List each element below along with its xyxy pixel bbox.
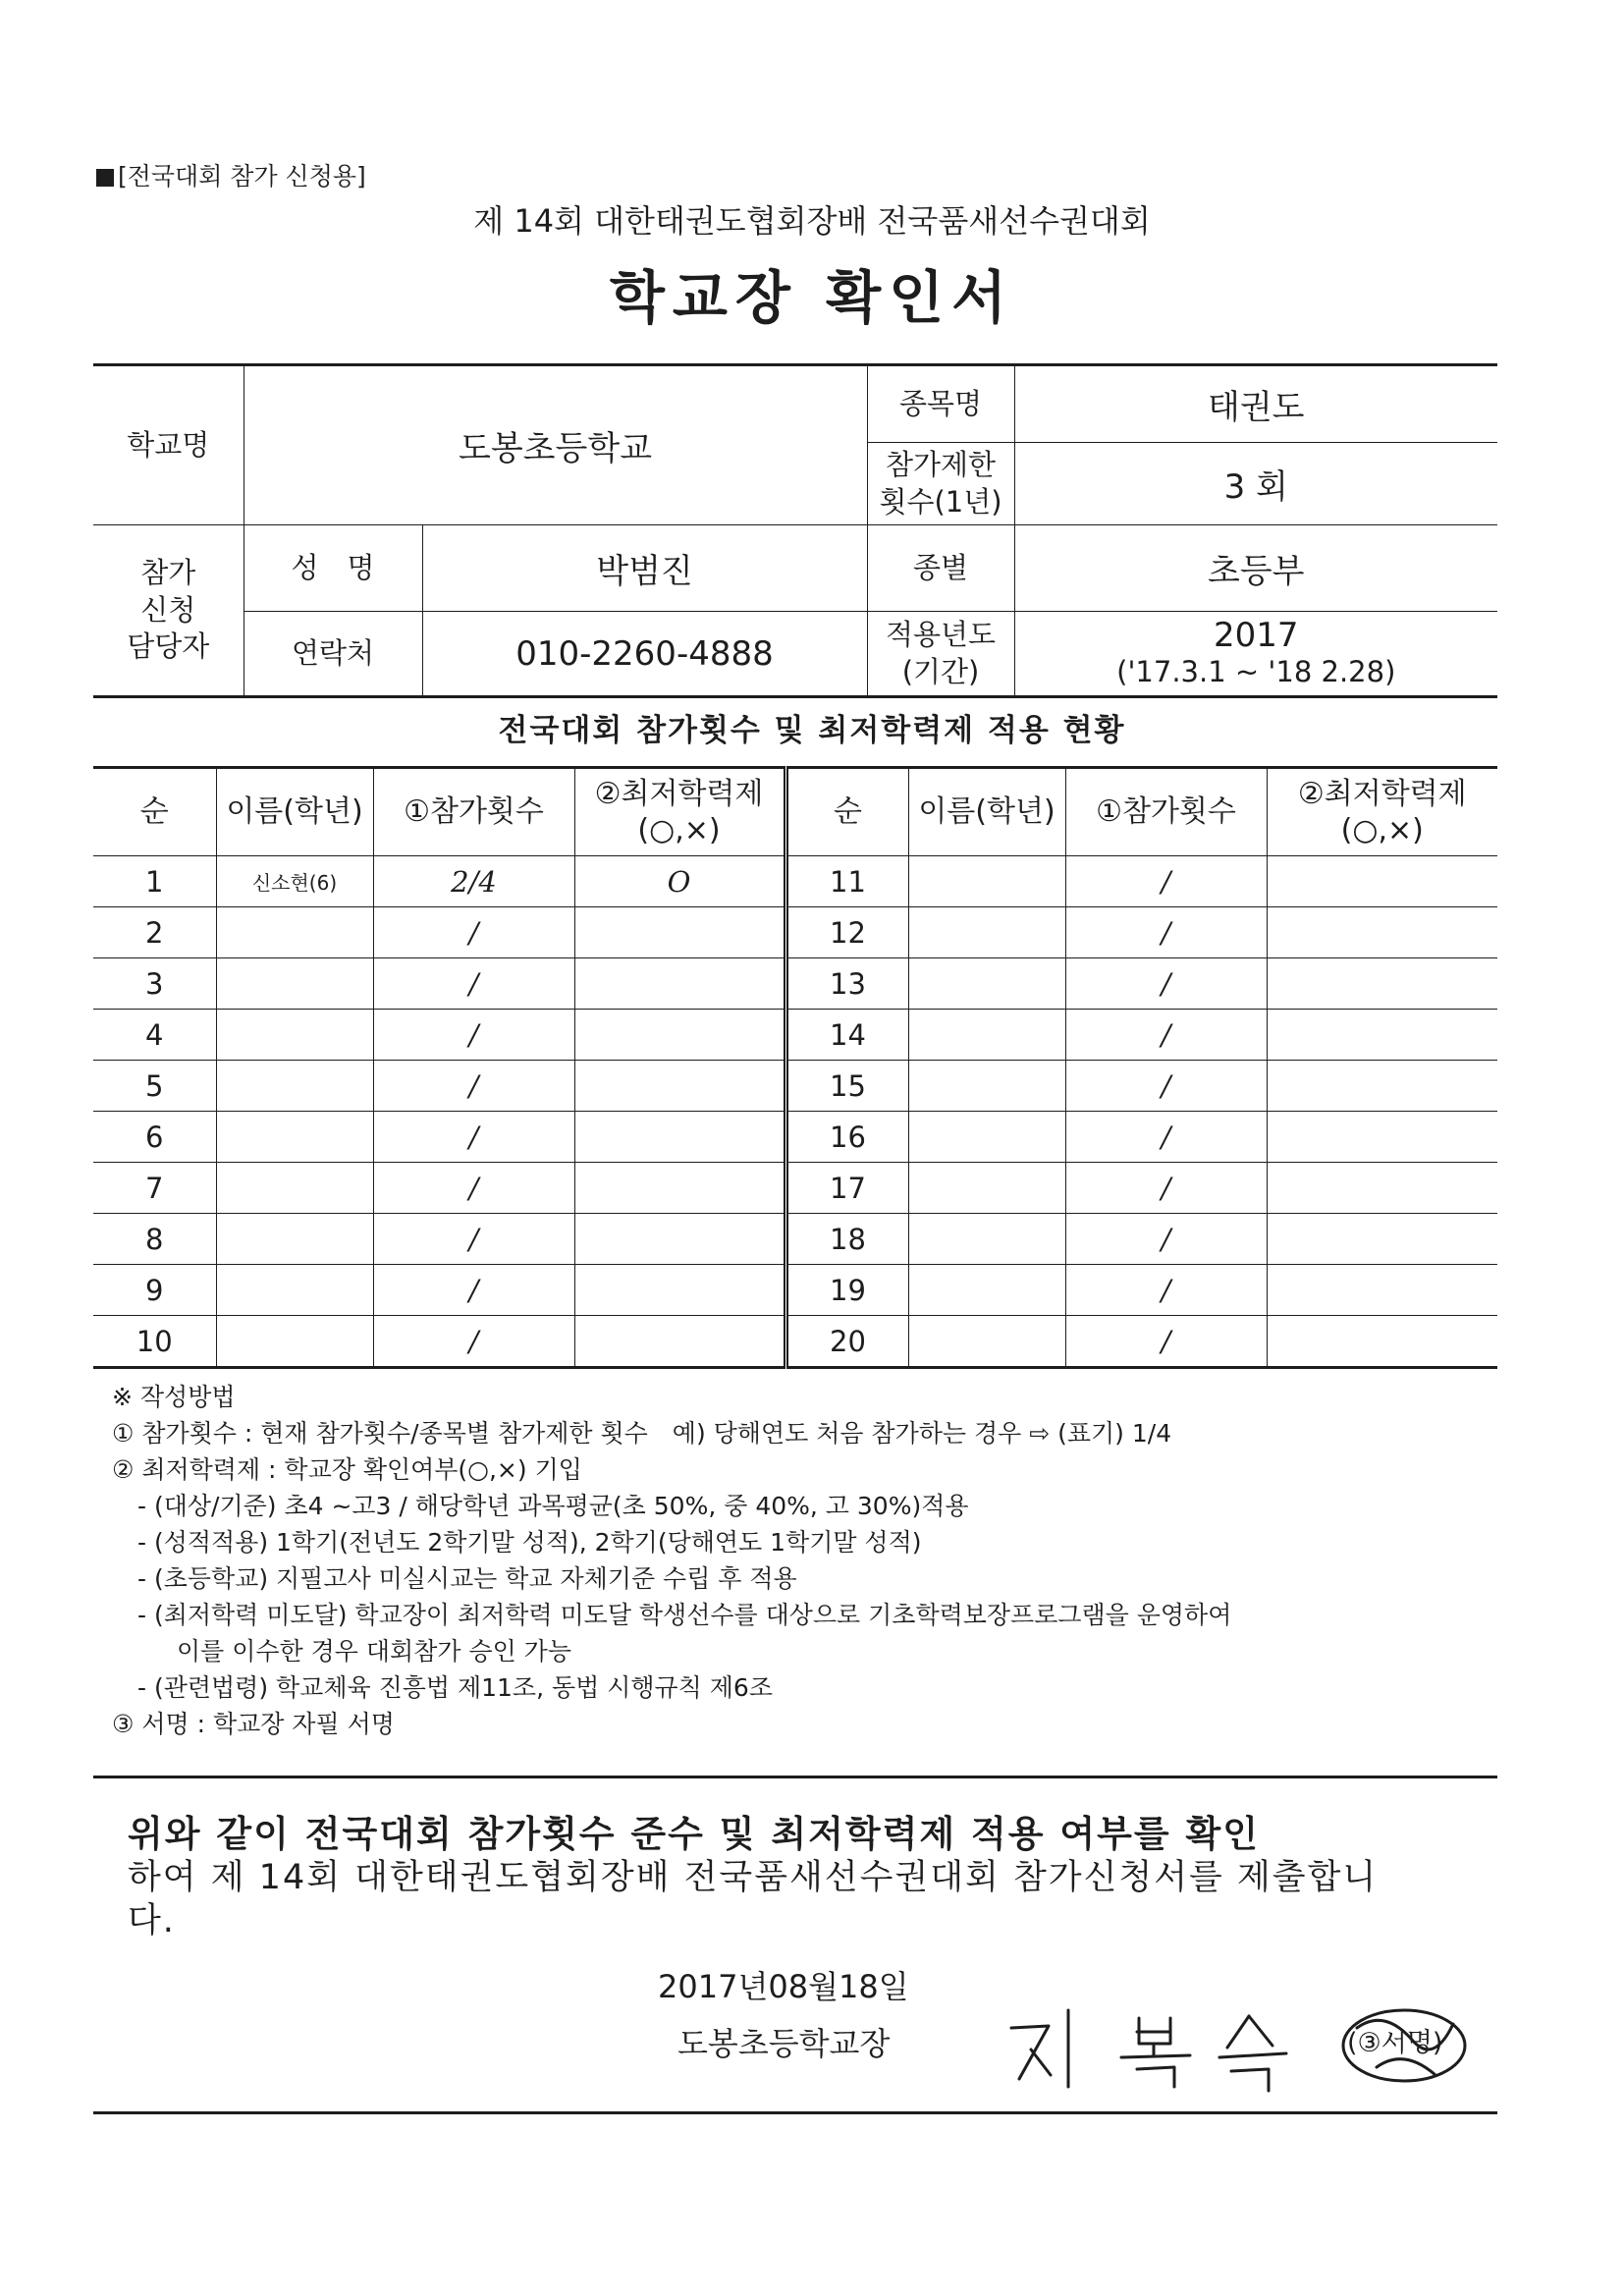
row-count: /: [1065, 907, 1267, 958]
instructions: [112, 1379, 1526, 1742]
school-value: 도봉초등학교: [244, 365, 867, 525]
table-row: [93, 856, 1497, 907]
row-count: /: [373, 1265, 574, 1316]
row-name: [908, 1265, 1065, 1316]
col-min-left-line2: (○,×): [637, 813, 721, 847]
row-no: 5: [93, 1061, 216, 1112]
table-row: [93, 907, 1497, 958]
row-min: [574, 1010, 785, 1061]
row-count: /: [1065, 1265, 1267, 1316]
school-label: 학교명: [93, 365, 244, 525]
applicant-label-line3: 담당자: [127, 629, 210, 664]
row-count: /: [373, 1112, 574, 1163]
confirmation-line2: 하여 제 14회 대한태권도협회장배 전국품새선수권대회 참가신청서를 제출합니: [128, 1858, 1379, 1897]
row-count: /: [373, 907, 574, 958]
year-value-cell: [1014, 612, 1497, 697]
instruction-line: - (성적적용) 1학기(전년도 2학기말 성적), 2학기(당해연도 1학기말 성적): [137, 1528, 922, 1557]
instruction-line: - (초등학교) 지필고사 미실시교는 학교 자체기준 수립 후 적용: [137, 1564, 797, 1593]
row-no: 3: [93, 958, 216, 1010]
row-name: [216, 1061, 373, 1112]
row-count: /: [1065, 1112, 1267, 1163]
instruction-line: 이를 이수한 경우 대회참가 승인 가능: [177, 1637, 571, 1666]
row-name: [908, 1214, 1065, 1265]
row-count: /: [373, 1163, 574, 1214]
event-value: 태권도: [1014, 365, 1497, 443]
row-name: [908, 1316, 1065, 1368]
limit-label: [867, 443, 1014, 525]
school-info-table: [93, 363, 1497, 698]
row-min: [574, 1112, 785, 1163]
table-header-row: [93, 768, 1497, 856]
period-value: ('17.3.1 ~ '18 2.28): [1116, 654, 1396, 688]
col-name-right: 이름(학년): [908, 768, 1065, 856]
name-label: 성 명: [244, 525, 422, 612]
table-row: [93, 1010, 1497, 1061]
row-name: [216, 1112, 373, 1163]
applicant-label: [93, 525, 244, 697]
contact-value: 010-2260-4888: [422, 612, 867, 697]
row-min: [574, 1265, 785, 1316]
col-count-left: ①참가횟수: [373, 768, 574, 856]
row-min: [1267, 958, 1497, 1010]
row-count: /: [1065, 1061, 1267, 1112]
row-min: [1267, 1163, 1497, 1214]
row-name: [216, 1163, 373, 1214]
row-count: /: [1065, 1214, 1267, 1265]
participation-table: [93, 766, 1497, 1369]
row-min: [1267, 1214, 1497, 1265]
section-title: 전국대회 참가횟수 및 최저학력제 적용 현황: [498, 713, 1126, 748]
row-count: /: [1065, 1010, 1267, 1061]
row-name: 신소현(6): [216, 856, 373, 907]
row-count: /: [1065, 958, 1267, 1010]
row-no: 13: [785, 958, 908, 1010]
principal-title: 도봉초등학교장: [677, 2025, 891, 2062]
row-min: [574, 958, 785, 1010]
instruction-line: ② 최저학력제 : 학교장 확인여부(○,×) 기입: [112, 1455, 582, 1484]
row-no: 9: [93, 1265, 216, 1316]
row-name: [908, 958, 1065, 1010]
instruction-line: ① 참가횟수 : 현재 참가횟수/종목별 참가제한 횟수 예) 당해연도 처음 참가하는 경우 ⇨ (표기) 1/4: [112, 1419, 1172, 1448]
col-min-left-line1: ②최저학력제: [594, 776, 764, 811]
row-name: [908, 1061, 1065, 1112]
row-no: 14: [785, 1010, 908, 1061]
row-no: 7: [93, 1163, 216, 1214]
row-name: [216, 1214, 373, 1265]
row-count: /: [1065, 1316, 1267, 1368]
col-min-right: [1267, 768, 1497, 856]
row-count: /: [1065, 1163, 1267, 1214]
row-name: [908, 856, 1065, 907]
row-name: [908, 1112, 1065, 1163]
row-no: 6: [93, 1112, 216, 1163]
row-count: /: [373, 1214, 574, 1265]
col-min-left: [574, 768, 785, 856]
row-min: [1267, 856, 1497, 907]
row-no: 11: [785, 856, 908, 907]
document-title: 학교장 확인서: [609, 264, 1015, 331]
row-count: /: [1065, 856, 1267, 907]
row-min: [1267, 1010, 1497, 1061]
row-min: [1267, 1061, 1497, 1112]
row-name: [216, 1316, 373, 1368]
application-tag-text: [전국대회 참가 신청용]: [118, 162, 366, 191]
year-label-line1: 적용년도: [885, 617, 997, 651]
row-name: [216, 907, 373, 958]
applicant-label-line1: 참가: [140, 555, 196, 589]
event-title: 제 14회 대한태권도협회장배 전국품새선수권대회: [473, 202, 1151, 240]
seal-label: (③서명): [1347, 2028, 1443, 2058]
square-bullet-icon: [96, 169, 114, 187]
row-no: 12: [785, 907, 908, 958]
row-name: [908, 1010, 1065, 1061]
row-no: 10: [93, 1316, 216, 1368]
limit-label-line2: 횟수(1년): [879, 484, 1002, 519]
row-min: [574, 1061, 785, 1112]
row-count: /: [373, 1316, 574, 1368]
col-min-right-line2: (○,×): [1340, 813, 1424, 847]
application-tag: [96, 157, 366, 192]
signature-date: 2017년08월18일: [658, 1968, 909, 2005]
year-label: [867, 612, 1014, 697]
applicant-label-line2: 신청: [140, 592, 196, 627]
year-value: 2017: [1214, 615, 1299, 655]
table-row: [93, 958, 1497, 1010]
row-no: 8: [93, 1214, 216, 1265]
col-min-right-line1: ②최저학력제: [1297, 776, 1467, 811]
row-count: /: [373, 958, 574, 1010]
year-label-line2: (기간): [901, 654, 980, 688]
row-count: /: [373, 1061, 574, 1112]
confirmation-statement: [128, 1813, 1473, 1942]
instruction-line: - (대상/기준) 초4 ~고3 / 해당학년 과목평균(초 50%, 중 40%, 고 30%)적용: [137, 1492, 969, 1520]
col-no-left: 순: [93, 768, 216, 856]
row-min: [1267, 1316, 1497, 1368]
limit-label-line1: 참가제한: [885, 447, 997, 481]
instruction-line: - (최저학력 미도달) 학교장이 최저학력 미도달 학생선수를 대상으로 기초학력보장프로그램을 운영하여: [137, 1601, 1232, 1629]
instruction-line: - (관련법령) 학교체육 진흥법 제11조, 동법 시행규칙 제6조: [137, 1673, 773, 1702]
col-name-left: 이름(학년): [216, 768, 373, 856]
col-no-right: 순: [785, 768, 908, 856]
row-count: /: [373, 1010, 574, 1061]
row-no: 15: [785, 1061, 908, 1112]
bottom-divider: [93, 2111, 1497, 2114]
row-name: [216, 1265, 373, 1316]
division-label: 종별: [867, 525, 1014, 612]
limit-value: 3 회: [1014, 443, 1497, 525]
row-min: [574, 1163, 785, 1214]
row-no: 4: [93, 1010, 216, 1061]
row-name: [216, 1010, 373, 1061]
confirmation-line1: 위와 같이 전국대회 참가횟수 준수 및 최저학력제 적용 여부를 확인: [128, 1813, 1260, 1855]
table-row: [93, 1214, 1497, 1265]
table-row: [93, 1163, 1497, 1214]
row-no: 16: [785, 1112, 908, 1163]
row-no: 19: [785, 1265, 908, 1316]
table-row: [93, 1061, 1497, 1112]
row-name: [908, 907, 1065, 958]
contact-label: 연락처: [244, 612, 422, 697]
table-row: [93, 1112, 1497, 1163]
row-min: [574, 1214, 785, 1265]
row-no: 18: [785, 1214, 908, 1265]
divider: [93, 1776, 1497, 1778]
row-name: [908, 1163, 1065, 1214]
division-value: 초등부: [1014, 525, 1497, 612]
participation-rows: [93, 856, 1497, 1368]
row-no: 1: [93, 856, 216, 907]
col-count-right: ①참가횟수: [1065, 768, 1267, 856]
row-min: [574, 907, 785, 958]
row-no: 20: [785, 1316, 908, 1368]
row-min: O: [574, 856, 785, 907]
row-min: [1267, 1112, 1497, 1163]
row-no: 17: [785, 1163, 908, 1214]
row-name: [216, 958, 373, 1010]
row-no: 2: [93, 907, 216, 958]
row-min: [574, 1316, 785, 1368]
row-min: [1267, 907, 1497, 958]
row-min: [1267, 1265, 1497, 1316]
name-value: 박범진: [422, 525, 867, 612]
instructions-heading: ※ 작성방법: [112, 1383, 236, 1411]
table-row: [93, 1316, 1497, 1368]
confirmation-line3: 다.: [128, 1901, 176, 1941]
table-row: [93, 1265, 1497, 1316]
instruction-line: ③ 서명 : 학교장 자필 서명: [112, 1710, 395, 1738]
event-label: 종목명: [867, 365, 1014, 443]
row-count: 2/4: [373, 856, 574, 907]
